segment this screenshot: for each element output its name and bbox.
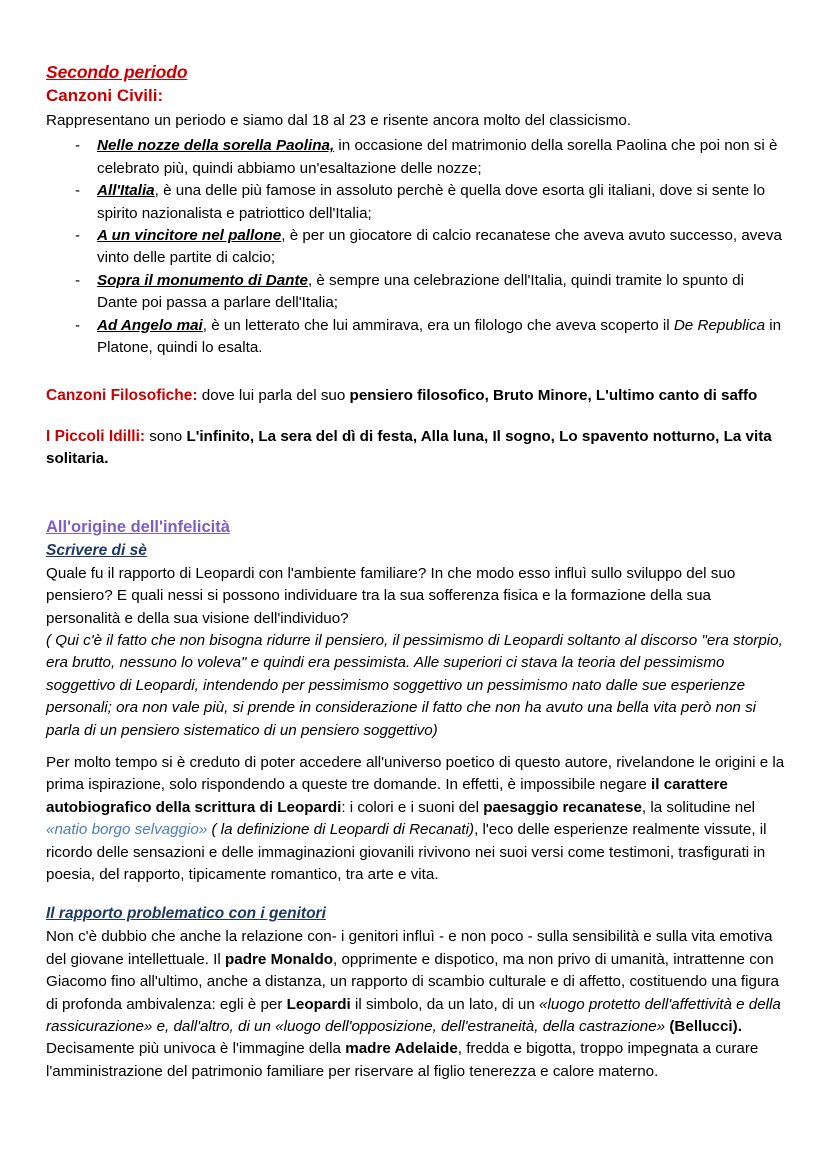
para4-seg5: il simbolo, da un lato, di un (350, 995, 540, 1013)
para3-seg1: Per molto tempo si è creduto di poter accedere all'universo poetico di questo autore, rivelandone le origini e la prima ispirazione, solo rispondendo a queste tre domande. In effetti, è impossibile negare (46, 753, 785, 794)
work-title: A un vincitore nel pallone (97, 227, 282, 245)
canzoni-filosofiche-works: pensiero filosofico, Bruto Minore, L'ultimo canto di saffo (349, 387, 758, 405)
italic-work-title: De Republica (673, 316, 766, 334)
para3-seg5: , la solitudine nel (641, 798, 756, 816)
list-item (46, 315, 786, 360)
list-item-text: , è una delle più famose in assoluto perchè è quella dove esorta gli italiani, dove si sente lo spirito nazionalista e patriottico dell'Italia; (97, 182, 766, 222)
heading-origine-infelicita: All'origine dell'infelicità (46, 517, 230, 536)
para3-bold-paesaggio: paesaggio recanatese (483, 798, 642, 816)
paragraph-genitori (46, 926, 786, 1083)
para4-bold-bellucci: (Bellucci). (665, 1018, 742, 1035)
bullet-dash: - (75, 182, 81, 200)
para4-bold-madre-adelaide: madre Adelaide (345, 1040, 458, 1058)
bullet-dash: - (75, 137, 81, 155)
list-item-text-after: in Platone, quindi lo esalta. (97, 316, 782, 357)
list-item (46, 135, 786, 180)
label-canzoni-filosofiche: Canzoni Filosofiche: (46, 387, 198, 405)
piccoli-idilli-works: L'infinito, La sera del dì di festa, Alla luna, Il sogno, Lo spavento notturno, La vita solitaria. (46, 427, 772, 468)
document-content (46, 62, 786, 1083)
piccoli-idilli-line (46, 426, 786, 471)
para4-seg10: , fredda e bigotta, troppo impegnata a curare l'amministrazione del patrimonio familiare per riservare al figlio tenerezza e calore materno. (46, 1040, 759, 1080)
canzoni-filosofiche-plain: dove lui parla del suo (197, 387, 350, 405)
page-title: Secondo periodo (46, 62, 188, 82)
subheading-scrivere-di-se: Scrivere di sè (46, 541, 147, 559)
para4-seg8: Decisamente più univoca è l'immagine della (46, 1040, 346, 1058)
bullet-dash: - (75, 227, 81, 245)
label-piccoli-idilli: I Piccoli Idilli: (46, 427, 146, 445)
list-item (46, 180, 786, 225)
para4-bold-leopardi: Leopardi (286, 995, 351, 1013)
canzoni-civili-list (46, 135, 786, 359)
work-title: Nelle nozze della sorella Paolina, (97, 137, 335, 155)
list-item (46, 225, 786, 270)
para3-bold-carattere: il carattere autobiografico della scrittura di Leopardi (46, 776, 728, 816)
para4-seg3: , opprimente e dispotico, ma non privo di umanità, intrattenne con Giacomo fino all'ultimo, anche a distanza, un rapporto di scambio culturale e di affetto, costituendo una figura di profonda ambivalenza: egli è per (46, 950, 779, 1013)
paragraph-autobiografico (46, 752, 786, 886)
piccoli-idilli-plain: sono (145, 427, 187, 445)
paragraph-note-italic: ( Qui c'è il fatto che non bisogna ridurre il pensiero, il pessimismo di Leopardi soltanto al discorso "era storpio, era brutto, nessuno lo voleva" e quindi era pessimista. Alle superiori ci stava la teoria del pessimismo soggettivo di Leopardi, intendendo per pessimismo soggettivo un pessimismo nato dalle sue esperienze personali; ora non vale più, si prende in considerazione il fatto che non ha avuto una bella vita però non si parla di un pensiero sistematico di un pensiero soggettivo) (46, 631, 783, 739)
work-title: Sopra il monumento di Dante (97, 271, 308, 289)
para3-italic-definizione: ( la definizione di Leopardi di Recanati) (207, 821, 475, 839)
para3-seg3: : i colori e i suoni del (341, 798, 484, 816)
paragraph-questions: Quale fu il rapporto di Leopardi con l'ambiente familiare? In che modo esso influì sullo sviluppo del suo pensiero? E quali nessi si possono individuare tra la sua sofferenza fisica e la formazione della sua personalità e della sua visione dell'individuo? (46, 564, 736, 627)
list-item-text: , è per un giocatore di calcio recanatese che aveva avuto successo, aveva vinto delle partite di calcio; (97, 227, 782, 267)
para3-seg8: , l'eco delle esperienze realmente vissute, il ricordo delle sensazioni e delle immaginazioni giovanili rivivono nei suoi versi come testimoni, trasfigurati in poesia, del rapporto, tipicamente romantico, tra arte e vita. (46, 821, 767, 883)
list-item-text: , è sempre una celebrazione dell'Italia, quindi tramite lo spunto di Dante poi passa a parlare dell'Italia; (97, 271, 744, 312)
bullet-dash: - (75, 271, 81, 289)
para4-seg1: Non c'è dubbio che anche la relazione con- i genitori influì - e non poco - sulla sensibilità e sulla vita emotiva del giovane intellettuale. Il (46, 928, 773, 968)
subheading-rapporto-genitori: Il rapporto problematico con i genitori (46, 905, 326, 923)
list-item-text: in occasione del matrimonio della sorella Paolina che poi non si è celebrato più, quindi abbiamo un'esaltazione delle nozze; (97, 137, 778, 177)
canzoni-filosofiche-line (46, 385, 786, 407)
blue-quote-natio-borgo: «natio borgo selvaggio» (46, 821, 208, 839)
heading-canzoni-civili: Canzoni Civili: (46, 86, 164, 105)
list-item-text: , è un letterato che lui ammirava, era un filologo che aveva scoperto il (202, 316, 674, 334)
para4-italic-luogo-quote: «luogo protetto dell'affettività e della rassicurazione» e, dall'altro, di un «luogo dell'opposizione, dell'estraneità, della castrazione» (46, 995, 781, 1035)
para4-bold-padre-monaldo: padre Monaldo (225, 950, 334, 968)
bullet-dash: - (75, 316, 81, 334)
work-title: All'Italia (97, 182, 155, 200)
list-item (46, 270, 786, 315)
canzoni-civili-intro: Rappresentano un periodo e siamo dal 18 al 23 e risente ancora molto del classicismo. (46, 112, 632, 129)
work-title: Ad Angelo mai (97, 316, 203, 334)
